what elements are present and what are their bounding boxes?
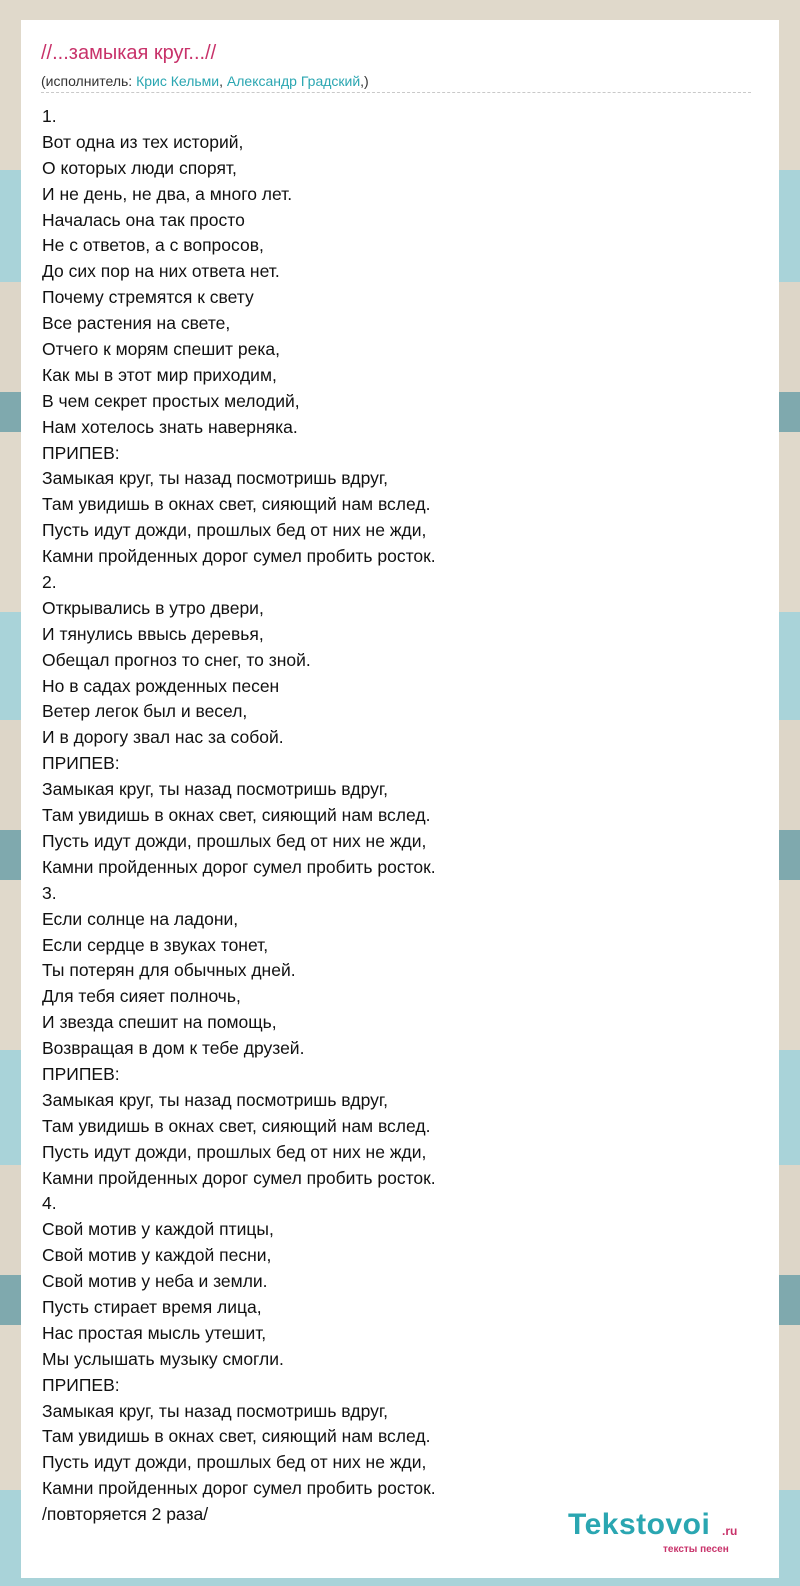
lyric-line: И тянулись ввысь деревья, xyxy=(42,623,264,644)
lyric-line: И не день, не два, а много лет. xyxy=(42,183,293,204)
performer-suffix: ,) xyxy=(360,73,369,89)
lyric-line: И в дорогу звал нас за собой. xyxy=(42,727,284,748)
lyric-line: И звезда спешит на помощь, xyxy=(42,1012,277,1033)
lyric-line: В чем секрет простых мелодий, xyxy=(42,390,300,411)
lyric-line: Ветер легок был и весел, xyxy=(42,701,248,722)
lyric-line: Свой мотив у каждой песни, xyxy=(42,1245,272,1266)
lyric-line: Не с ответов, а с вопросов, xyxy=(42,235,264,256)
lyric-line: Нам хотелось знать наверняка. xyxy=(42,416,298,437)
lyric-line: Там увидишь в окнах свет, сияющий нам вслед. xyxy=(42,805,431,826)
song-title: //...замыкая круг...// xyxy=(41,42,217,64)
lyric-line: /повторяется 2 раза/ xyxy=(42,1504,209,1525)
lyric-line: 2. xyxy=(42,572,57,593)
performer-link-2[interactable]: Александр Градский xyxy=(226,73,361,89)
lyric-line: Возвращая в дом к тебе друзей. xyxy=(42,1038,305,1059)
lyric-line: Обещал прогноз то снег, то зной. xyxy=(42,649,311,670)
lyric-line: Камни пройденных дорог сумел пробить росток. xyxy=(42,856,436,877)
lyric-line: Камни пройденных дорог сумел пробить росток. xyxy=(42,1478,436,1499)
lyric-line: Свой мотив у каждой птицы, xyxy=(42,1219,274,1240)
lyric-line: ПРИПЕВ: xyxy=(42,1374,120,1395)
lyric-line: Как мы в этот мир приходим, xyxy=(42,364,277,385)
performer-prefix: (исполнитель: xyxy=(41,73,137,89)
lyric-line: Пусть идут дожди, прошлых бед от них не жди, xyxy=(42,1452,427,1473)
lyric-line: ПРИПЕВ: xyxy=(42,1063,120,1084)
lyric-line: Нас простая мысль утешит, xyxy=(42,1322,267,1343)
lyric-line: Если солнце на ладони, xyxy=(42,908,239,929)
logo-tld: .ru xyxy=(722,1524,738,1538)
lyric-line: До сих пор на них ответа нет. xyxy=(42,261,280,282)
lyric-line: Ты потерян для обычных дней. xyxy=(42,960,296,981)
lyric-line: Замыкая круг, ты назад посмотришь вдруг, xyxy=(42,779,389,800)
lyric-line: Там увидишь в окнах свет, сияющий нам вслед. xyxy=(42,494,431,515)
lyric-line: 4. xyxy=(42,1193,57,1214)
lyric-line: Началась она так просто xyxy=(42,209,245,230)
performer-separator: , xyxy=(219,73,227,89)
lyric-line: Открывались в утро двери, xyxy=(42,597,264,618)
lyric-line: Для тебя сияет полночь, xyxy=(42,986,241,1007)
performer-line xyxy=(41,73,369,89)
lyric-line: Замыкая круг, ты назад посмотришь вдруг, xyxy=(42,468,389,489)
lyric-line: Почему стремятся к свету xyxy=(42,287,254,308)
title-divider xyxy=(41,92,751,93)
lyric-line: Пусть идут дожди, прошлых бед от них не жди, xyxy=(42,1141,427,1162)
lyric-line: ПРИПЕВ: xyxy=(42,753,120,774)
lyric-line: Там увидишь в окнах свет, сияющий нам вслед. xyxy=(42,1115,431,1136)
lyric-line: Пусть идут дожди, прошлых бед от них не жди, xyxy=(42,520,427,541)
lyric-line: Замыкая круг, ты назад посмотришь вдруг, xyxy=(42,1089,389,1110)
lyric-line: Все растения на свете, xyxy=(42,313,231,334)
site-logo[interactable] xyxy=(568,1508,768,1556)
logo-name: Tekstovoi xyxy=(568,1508,711,1541)
lyric-line: 1. xyxy=(42,106,57,126)
lyrics-card xyxy=(21,20,779,1578)
lyric-line: 3. xyxy=(42,882,57,903)
lyric-line: Вот одна из тех историй, xyxy=(42,131,244,152)
lyric-line: Отчего к морям спешит река, xyxy=(42,339,281,360)
logo-tagline: тексты песен xyxy=(663,1544,729,1555)
lyric-line: Камни пройденных дорог сумел пробить росток. xyxy=(42,1167,436,1188)
performer-link-1[interactable]: Крис Кельми xyxy=(136,73,220,89)
lyric-line: Свой мотив у неба и земли. xyxy=(42,1271,268,1292)
lyric-line: Пусть идут дожди, прошлых бед от них не жди, xyxy=(42,830,427,851)
lyric-line: Замыкая круг, ты назад посмотришь вдруг, xyxy=(42,1400,389,1421)
lyric-line: Там увидишь в окнах свет, сияющий нам вслед. xyxy=(42,1426,431,1447)
lyric-line: ПРИПЕВ: xyxy=(42,442,120,463)
lyric-line: Но в садах рожденных песен xyxy=(42,675,280,696)
lyric-line: Камни пройденных дорог сумел пробить росток. xyxy=(42,546,436,567)
lyrics-text xyxy=(42,104,742,1528)
lyric-line: Мы услышать музыку смогли. xyxy=(42,1348,284,1369)
lyric-line: О которых люди спорят, xyxy=(42,157,237,178)
lyric-line: Если сердце в звуках тонет, xyxy=(42,934,269,955)
lyric-line: Пусть стирает время лица, xyxy=(42,1296,262,1317)
